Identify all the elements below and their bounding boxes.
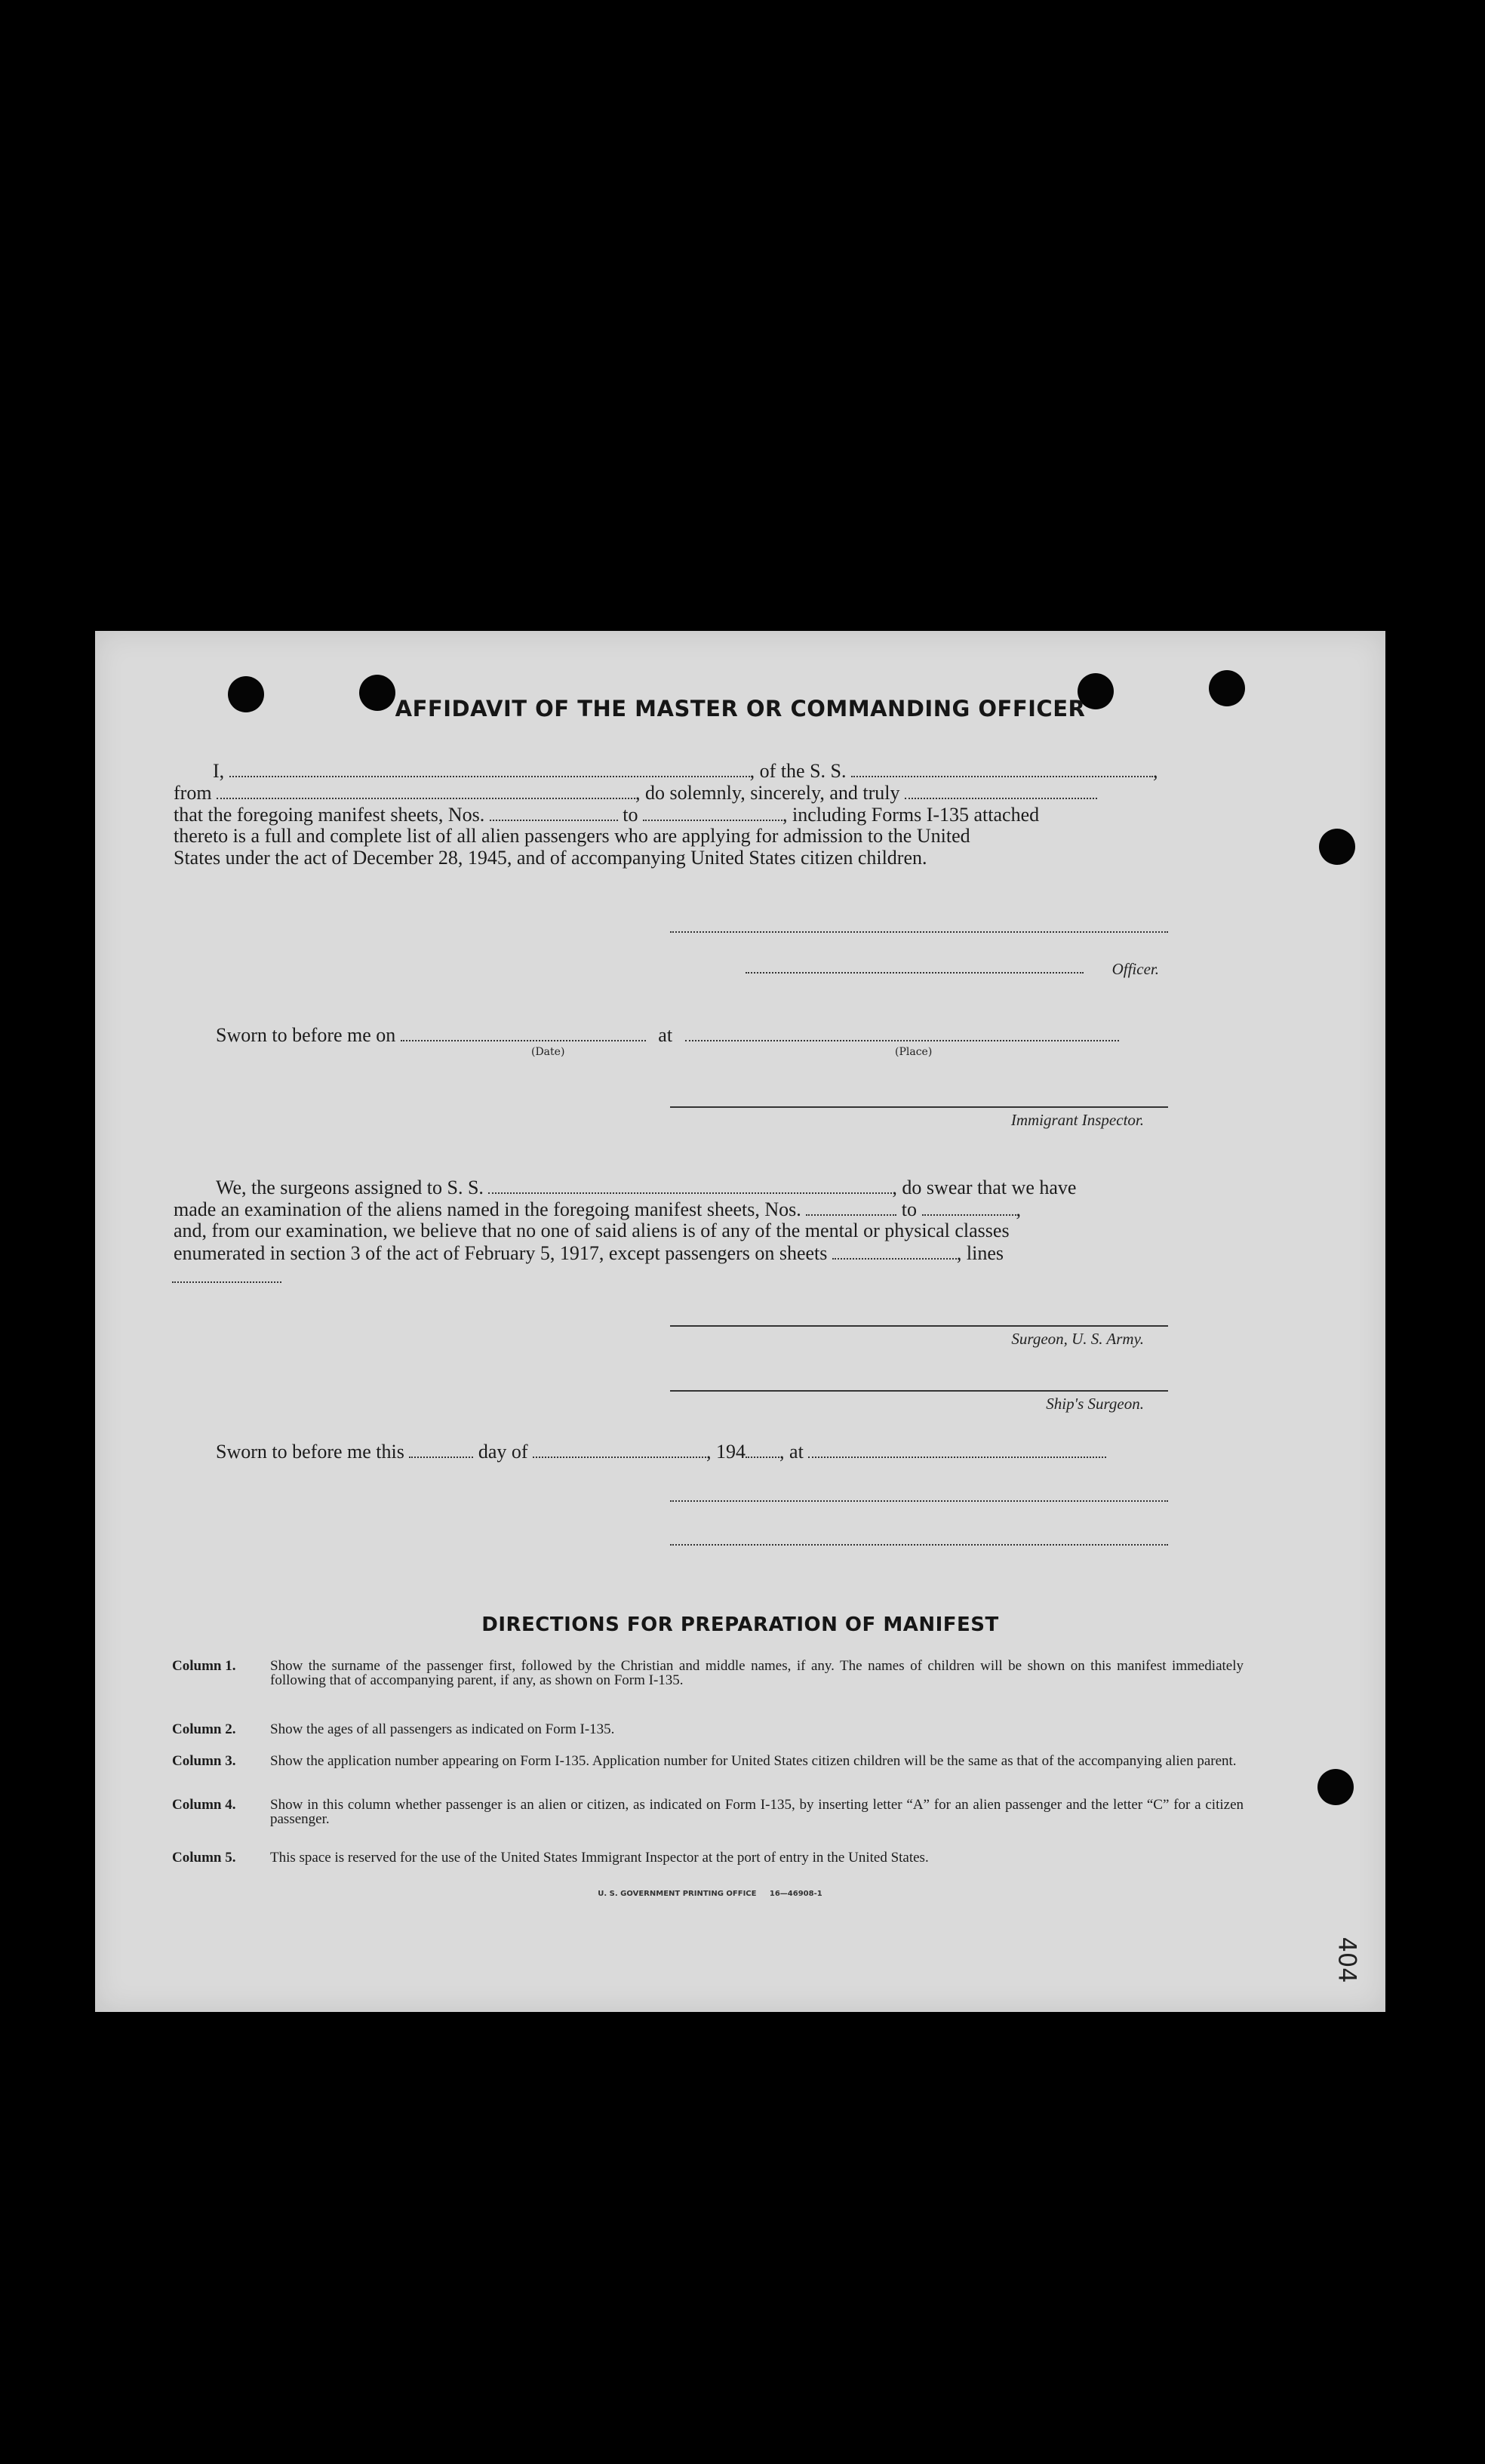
master-line-1	[213, 759, 1171, 782]
direction-column-4	[172, 1798, 1266, 1828]
page-stamp: 404	[1333, 1936, 1362, 1983]
lines-blank[interactable]	[172, 1281, 281, 1283]
surgeons-line-2	[174, 1198, 1170, 1220]
direction-text: Show the surname of the passenger first, followed by the Christian and middle names, if any. The names of children will be shown on this manifest immediately following that of accompanying parent, if any, as shown on Form I-135.	[270, 1658, 1244, 1688]
direction-text: Show the application number appearing on Form I-135. Application number for United States citizen children will be the same as that of the accompanying alien parent.	[270, 1753, 1237, 1769]
blank-after-truly[interactable]	[905, 781, 1097, 799]
text: enumerated in section 3 of the act of February 5, 1917, except passengers on sheets	[174, 1242, 828, 1264]
sheet-from-blank[interactable]	[490, 803, 618, 821]
direction-label: Column 2.	[172, 1721, 236, 1737]
officer-signature-line-3[interactable]	[670, 1544, 1168, 1546]
sheet-to-blank[interactable]	[643, 803, 782, 821]
name-blank[interactable]	[229, 759, 750, 777]
text: I,	[213, 760, 225, 782]
text: Sworn to before me this	[216, 1441, 404, 1463]
place-caption: (Place)	[895, 1046, 933, 1058]
surgeons-line-3: and, from our examination, we believe that no one of said aliens is of any of the mental or physical classes	[174, 1220, 1010, 1241]
text: , including Forms I-135 attached	[782, 804, 1040, 826]
directions-title: DIRECTIONS FOR PREPARATION OF MANIFEST	[481, 1613, 999, 1636]
text: to	[623, 804, 638, 826]
inspector-label: Immigrant Inspector.	[1010, 1111, 1144, 1129]
direction-label: Column 5.	[172, 1850, 236, 1866]
date-blank[interactable]	[401, 1023, 646, 1041]
text: , do solemnly, sincerely, and truly	[635, 782, 900, 804]
master-line-3	[174, 803, 1170, 826]
master-line-2	[174, 781, 1170, 804]
direction-column-1	[172, 1659, 1266, 1704]
text: ,	[1016, 1198, 1021, 1220]
text: , at	[779, 1441, 804, 1463]
surgeons-line-1	[216, 1176, 1174, 1198]
year-blank[interactable]	[746, 1440, 779, 1458]
text: to	[901, 1198, 917, 1220]
punch-hole	[1317, 1769, 1354, 1805]
officer-signature-line[interactable]	[746, 972, 1084, 974]
surgeon-sheet-to-blank[interactable]	[922, 1198, 1016, 1216]
direction-column-3	[172, 1754, 1266, 1784]
master-line-5: States under the act of December 28, 1945, and of accompanying United States citizen children.	[174, 847, 927, 869]
text: that the foregoing manifest sheets, Nos.	[174, 804, 485, 826]
port-blank[interactable]	[217, 781, 635, 799]
surgeons-line-4	[174, 1241, 1170, 1264]
text: from	[174, 782, 212, 804]
direction-column-5	[172, 1850, 1266, 1881]
text: Sworn to before me on	[216, 1024, 396, 1046]
signature-line[interactable]	[670, 931, 1168, 933]
ship-surgeon-label: Ship's Surgeon.	[1046, 1395, 1144, 1413]
form-sheet	[95, 631, 1385, 2012]
month-blank[interactable]	[533, 1440, 706, 1458]
direction-text: Show the ages of all passengers as indicated on Form I-135.	[270, 1721, 615, 1737]
direction-text: This space is reserved for the use of the United States Immigrant Inspector at the port of entry in the United States.	[270, 1850, 929, 1866]
inspector-signature-line[interactable]	[670, 1106, 1168, 1108]
text: , of the S. S.	[749, 760, 847, 782]
direction-label: Column 1.	[172, 1658, 236, 1674]
surgeon-sheet-from-blank[interactable]	[806, 1198, 896, 1216]
army-surgeon-signature-line[interactable]	[670, 1325, 1168, 1327]
officer-signature-line-2[interactable]	[670, 1500, 1168, 1502]
affidavit-title: AFFIDAVIT OF THE MASTER OR COMMANDING OFFICER	[395, 696, 1086, 721]
text: , 194	[706, 1441, 746, 1463]
sworn-line-2	[216, 1440, 1174, 1463]
place-blank[interactable]	[685, 1023, 1119, 1041]
text: , do swear that we have	[892, 1177, 1077, 1198]
text: ,	[1153, 760, 1158, 782]
text: at	[658, 1024, 673, 1046]
sworn-place-blank[interactable]	[808, 1440, 1106, 1458]
text: day of	[478, 1441, 528, 1463]
day-blank[interactable]	[409, 1440, 473, 1458]
except-sheets-blank[interactable]	[832, 1241, 957, 1260]
surgeon-ship-blank[interactable]	[488, 1176, 892, 1194]
sworn-line-1	[216, 1023, 1212, 1046]
date-caption: (Date)	[531, 1046, 565, 1058]
punch-hole	[1319, 829, 1355, 865]
direction-column-2	[172, 1722, 1266, 1739]
direction-label: Column 3.	[172, 1753, 236, 1769]
officer-label: Officer.	[1111, 960, 1159, 978]
text: We, the surgeons assigned to S. S.	[216, 1177, 484, 1198]
direction-label: Column 4.	[172, 1797, 236, 1813]
text: made an examination of the aliens named in the foregoing manifest sheets, Nos.	[174, 1198, 801, 1220]
printer-imprint: U. S. GOVERNMENT PRINTING OFFICE 16—46908-1	[598, 1890, 822, 1898]
master-line-4: thereto is a full and complete list of all alien passengers who are applying for admission to the United	[174, 825, 970, 847]
army-surgeon-label: Surgeon, U. S. Army.	[1011, 1330, 1144, 1348]
ship-surgeon-signature-line[interactable]	[670, 1390, 1168, 1392]
ship-name-blank[interactable]	[851, 759, 1153, 777]
text: , lines	[956, 1242, 1004, 1264]
direction-text: Show in this column whether passenger is an alien or citizen, as indicated on Form I-135, by inserting letter “A” for an alien passenger and the letter “C” for a citizen passenger.	[270, 1797, 1244, 1827]
